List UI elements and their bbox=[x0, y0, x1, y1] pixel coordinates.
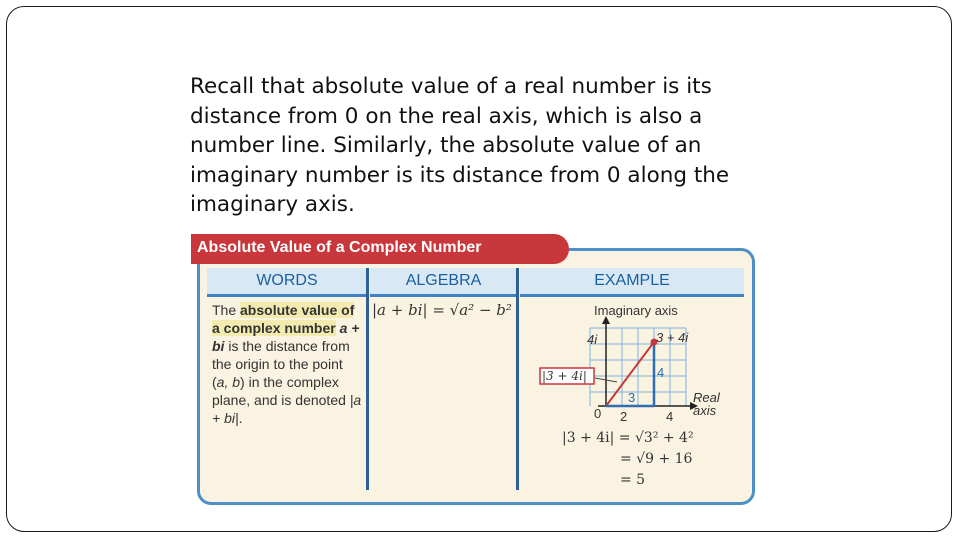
words-definition: The absolute value of a complex number a + bi is the distance from the origin to the point (a, b) in the complex plane, and is denoted |a + bi|. bbox=[212, 302, 362, 426]
concept-banner bbox=[191, 234, 569, 264]
vertical-leg-label: 4 bbox=[657, 365, 665, 380]
tick-label-2: 2 bbox=[620, 409, 628, 424]
banner-title: Absolute Value of a Complex Number bbox=[197, 239, 482, 256]
example-steps bbox=[562, 428, 694, 491]
column-divider bbox=[516, 268, 519, 490]
horizontal-leg-label: 3 bbox=[628, 390, 636, 405]
highlighted-term: absolute value of a complex number bbox=[212, 302, 355, 336]
step-line: = 5 bbox=[620, 472, 646, 488]
step-line: |3 + 4i| = √3² + 4² bbox=[562, 430, 694, 446]
point-label: 3 + 4i bbox=[656, 330, 689, 345]
col-header-algebra: ALGEBRA bbox=[370, 268, 517, 297]
column-divider bbox=[366, 268, 369, 490]
tick-label-4: 4 bbox=[666, 409, 674, 424]
col-header-example: EXAMPLE bbox=[520, 268, 744, 297]
real-axis-label: Real axis bbox=[693, 390, 720, 418]
origin-label: 0 bbox=[594, 406, 602, 421]
tick-label-4i: 4i bbox=[587, 332, 598, 347]
imaginary-axis-label: Imaginary axis bbox=[594, 303, 678, 318]
intro-paragraph: Recall that absolute value of a real number is its distance from 0 on the real axis, which is also a number line. Similarly, the absolute value of an imaginary number is its distance from 0 along the imaginary axis. bbox=[190, 74, 730, 217]
magnitude-label: |3 + 4i| bbox=[542, 369, 587, 383]
algebra-formula: |a + bi| = √a² − b² bbox=[372, 301, 512, 319]
step-line: = √9 + 16 bbox=[620, 451, 693, 467]
col-header-words: WORDS bbox=[207, 268, 367, 297]
